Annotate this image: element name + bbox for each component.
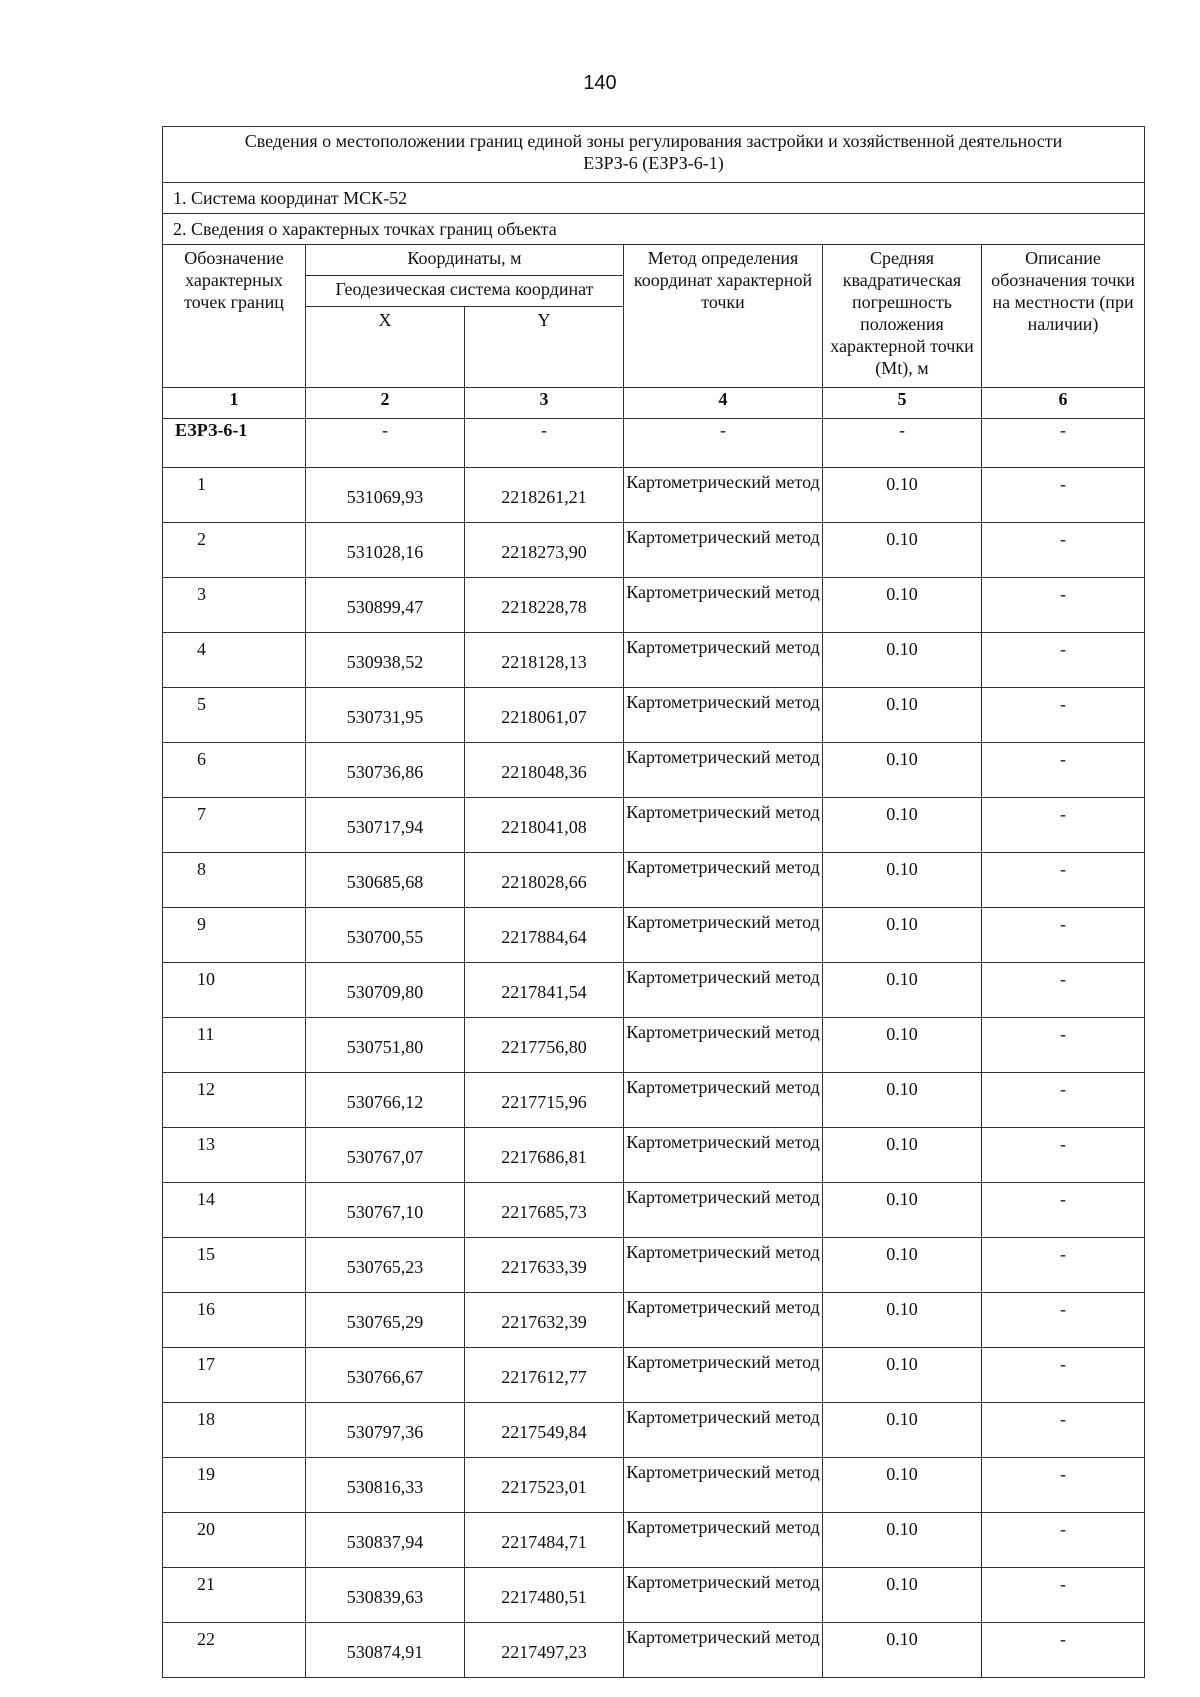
rms-error-cell: 0.10 — [823, 578, 982, 633]
x-coordinate: 530765,23 — [306, 1238, 465, 1293]
x-coordinate: 530797,36 — [306, 1403, 465, 1458]
point-number: 21 — [163, 1568, 306, 1623]
y-coordinate: 2217884,64 — [465, 908, 624, 963]
table-row — [163, 1238, 1145, 1293]
rms-error-cell: 0.10 — [823, 798, 982, 853]
rms-error-cell: 0.10 — [823, 633, 982, 688]
header-row-1 — [163, 245, 1145, 276]
table-row — [163, 1568, 1145, 1623]
method-cell: Картометрический метод — [624, 743, 823, 798]
header-point-designation: Обозначение характерных точек границ — [163, 245, 306, 388]
table-title-line2: ЕЗРЗ-6 (ЕЗРЗ-6-1) — [583, 153, 724, 173]
table-row — [163, 1403, 1145, 1458]
description-cell: - — [982, 1458, 1145, 1513]
table-row — [163, 1513, 1145, 1568]
description-cell: - — [982, 688, 1145, 743]
method-cell: Картометрический метод — [624, 798, 823, 853]
description-cell: - — [982, 633, 1145, 688]
y-coordinate: 2217841,54 — [465, 963, 624, 1018]
point-number: 22 — [163, 1623, 306, 1678]
section-heading-row — [163, 214, 1145, 245]
point-number: 9 — [163, 908, 306, 963]
y-coordinate: 2218261,21 — [465, 468, 624, 523]
description-cell: - — [982, 1403, 1145, 1458]
description-cell: - — [982, 1348, 1145, 1403]
rms-error-cell: 0.10 — [823, 468, 982, 523]
description-cell: - — [982, 523, 1145, 578]
point-number: 13 — [163, 1128, 306, 1183]
point-number: 14 — [163, 1183, 306, 1238]
rms-error-cell: 0.10 — [823, 908, 982, 963]
x-coordinate: 530736,86 — [306, 743, 465, 798]
description-cell: - — [982, 1238, 1145, 1293]
method-cell: Картометрический метод — [624, 1348, 823, 1403]
rms-error-cell: 0.10 — [823, 1073, 982, 1128]
x-coordinate: 530899,47 — [306, 578, 465, 633]
table-row — [163, 633, 1145, 688]
x-coordinate: 530717,94 — [306, 798, 465, 853]
method-cell: Картометрический метод — [624, 578, 823, 633]
table-row — [163, 1458, 1145, 1513]
point-number: 7 — [163, 798, 306, 853]
method-cell: Картометрический метод — [624, 1238, 823, 1293]
x-coordinate: 530938,52 — [306, 633, 465, 688]
method-cell: Картометрический метод — [624, 908, 823, 963]
x-coordinate: 530700,55 — [306, 908, 465, 963]
point-number: 1 — [163, 468, 306, 523]
y-coordinate: 2217686,81 — [465, 1128, 624, 1183]
method-cell: Картометрический метод — [624, 1073, 823, 1128]
x-coordinate: 531028,16 — [306, 523, 465, 578]
point-number: 10 — [163, 963, 306, 1018]
point-number: 2 — [163, 523, 306, 578]
method-cell: Картометрический метод — [624, 1293, 823, 1348]
table-title — [163, 127, 1145, 183]
method-cell: Картометрический метод — [624, 523, 823, 578]
description-cell: - — [982, 853, 1145, 908]
group-cell: - — [306, 419, 465, 468]
point-number: 18 — [163, 1403, 306, 1458]
y-coordinate: 2217484,71 — [465, 1513, 624, 1568]
method-cell: Картометрический метод — [624, 1403, 823, 1458]
description-cell: - — [982, 1018, 1145, 1073]
table-row — [163, 468, 1145, 523]
description-cell: - — [982, 1623, 1145, 1678]
group-row — [163, 419, 1145, 468]
description-cell: - — [982, 1073, 1145, 1128]
rms-error-cell: 0.10 — [823, 1513, 982, 1568]
x-coordinate: 530874,91 — [306, 1623, 465, 1678]
point-number: 15 — [163, 1238, 306, 1293]
description-cell: - — [982, 1128, 1145, 1183]
point-number: 19 — [163, 1458, 306, 1513]
description-cell: - — [982, 1568, 1145, 1623]
group-cell: - — [624, 419, 823, 468]
table-row — [163, 578, 1145, 633]
table-row — [163, 1183, 1145, 1238]
y-coordinate: 2218128,13 — [465, 633, 624, 688]
coordinate-system: 1. Система координат МСК-52 — [163, 183, 1145, 214]
table-row — [163, 1018, 1145, 1073]
column-number: 6 — [982, 388, 1145, 419]
method-cell: Картометрический метод — [624, 853, 823, 908]
y-coordinate: 2218041,08 — [465, 798, 624, 853]
rms-error-cell: 0.10 — [823, 1128, 982, 1183]
table-row — [163, 1128, 1145, 1183]
method-cell: Картометрический метод — [624, 1513, 823, 1568]
description-cell: - — [982, 743, 1145, 798]
rms-error-cell: 0.10 — [823, 1348, 982, 1403]
rms-error-cell: 0.10 — [823, 688, 982, 743]
description-cell: - — [982, 798, 1145, 853]
x-coordinate: 530766,12 — [306, 1073, 465, 1128]
x-coordinate: 530709,80 — [306, 963, 465, 1018]
rms-error-cell: 0.10 — [823, 1018, 982, 1073]
group-name: ЕЗРЗ-6-1 — [163, 419, 306, 468]
y-coordinate: 2217523,01 — [465, 1458, 624, 1513]
y-coordinate: 2217756,80 — [465, 1018, 624, 1073]
x-coordinate: 530765,29 — [306, 1293, 465, 1348]
group-cell: - — [823, 419, 982, 468]
point-number: 4 — [163, 633, 306, 688]
method-cell: Картометрический метод — [624, 1128, 823, 1183]
point-number: 3 — [163, 578, 306, 633]
method-cell: Картометрический метод — [624, 468, 823, 523]
y-coordinate: 2218028,66 — [465, 853, 624, 908]
x-coordinate: 531069,93 — [306, 468, 465, 523]
table-row — [163, 853, 1145, 908]
y-coordinate: 2217612,77 — [465, 1348, 624, 1403]
table-row — [163, 1623, 1145, 1678]
point-number: 8 — [163, 853, 306, 908]
title-row — [163, 127, 1145, 183]
x-coordinate: 530766,67 — [306, 1348, 465, 1403]
x-coordinate: 530685,68 — [306, 853, 465, 908]
point-number: 20 — [163, 1513, 306, 1568]
table-row — [163, 688, 1145, 743]
rms-error-cell: 0.10 — [823, 853, 982, 908]
x-coordinate: 530751,80 — [306, 1018, 465, 1073]
method-cell: Картометрический метод — [624, 1183, 823, 1238]
y-coordinate: 2217632,39 — [465, 1293, 624, 1348]
point-number: 12 — [163, 1073, 306, 1128]
header-coordinates: Координаты, м — [306, 245, 624, 276]
table-row — [163, 963, 1145, 1018]
table-row — [163, 743, 1145, 798]
point-number: 17 — [163, 1348, 306, 1403]
header-geodetic-system: Геодезическая система координат — [306, 276, 624, 307]
column-number: 4 — [624, 388, 823, 419]
point-number: 11 — [163, 1018, 306, 1073]
table-row — [163, 798, 1145, 853]
table-row — [163, 1293, 1145, 1348]
y-coordinate: 2218048,36 — [465, 743, 624, 798]
coordinate-system-row — [163, 183, 1145, 214]
rms-error-cell: 0.10 — [823, 1568, 982, 1623]
header-rms-error: Средняя квадратическая погрешность положения характерной точки (Mt), м — [823, 245, 982, 388]
method-cell: Картометрический метод — [624, 633, 823, 688]
rms-error-cell: 0.10 — [823, 1458, 982, 1513]
rms-error-cell: 0.10 — [823, 1403, 982, 1458]
table-title-line1: Сведения о местоположении границ единой зоны регулирования застройки и хозяйственной деятельности — [244, 131, 1063, 151]
description-cell: - — [982, 1183, 1145, 1238]
column-number: 5 — [823, 388, 982, 419]
y-coordinate: 2218273,90 — [465, 523, 624, 578]
y-coordinate: 2218228,78 — [465, 578, 624, 633]
method-cell: Картометрический метод — [624, 1458, 823, 1513]
method-cell: Картометрический метод — [624, 1623, 823, 1678]
method-cell: Картометрический метод — [624, 963, 823, 1018]
column-number: 1 — [163, 388, 306, 419]
group-cell: - — [982, 419, 1145, 468]
header-x: X — [306, 307, 465, 388]
y-coordinate: 2217480,51 — [465, 1568, 624, 1623]
column-number: 2 — [306, 388, 465, 419]
rms-error-cell: 0.10 — [823, 1183, 982, 1238]
rms-error-cell: 0.10 — [823, 743, 982, 798]
x-coordinate: 530731,95 — [306, 688, 465, 743]
description-cell: - — [982, 468, 1145, 523]
rms-error-cell: 0.10 — [823, 1623, 982, 1678]
column-numbers-row — [163, 388, 1145, 419]
method-cell: Картометрический метод — [624, 688, 823, 743]
description-cell: - — [982, 1513, 1145, 1568]
description-cell: - — [982, 578, 1145, 633]
description-cell: - — [982, 1293, 1145, 1348]
y-coordinate: 2217685,73 — [465, 1183, 624, 1238]
y-coordinate: 2217633,39 — [465, 1238, 624, 1293]
y-coordinate: 2217497,23 — [465, 1623, 624, 1678]
header-description: Описание обозначения точки на местности (при наличии) — [982, 245, 1145, 388]
point-number: 5 — [163, 688, 306, 743]
x-coordinate: 530837,94 — [306, 1513, 465, 1568]
y-coordinate: 2218061,07 — [465, 688, 624, 743]
table-row — [163, 1073, 1145, 1128]
point-number: 16 — [163, 1293, 306, 1348]
y-coordinate: 2217549,84 — [465, 1403, 624, 1458]
rms-error-cell: 0.10 — [823, 1293, 982, 1348]
table-row — [163, 908, 1145, 963]
coordinates-table — [162, 126, 1145, 1678]
rms-error-cell: 0.10 — [823, 523, 982, 578]
y-coordinate: 2217715,96 — [465, 1073, 624, 1128]
method-cell: Картометрический метод — [624, 1568, 823, 1623]
header-method: Метод определения координат характерной точки — [624, 245, 823, 388]
x-coordinate: 530767,07 — [306, 1128, 465, 1183]
section-heading: 2. Сведения о характерных точках границ объекта — [163, 214, 1145, 245]
rms-error-cell: 0.10 — [823, 963, 982, 1018]
method-cell: Картометрический метод — [624, 1018, 823, 1073]
x-coordinate: 530839,63 — [306, 1568, 465, 1623]
column-number: 3 — [465, 388, 624, 419]
x-coordinate: 530816,33 — [306, 1458, 465, 1513]
point-number: 6 — [163, 743, 306, 798]
header-y: Y — [465, 307, 624, 388]
table-row — [163, 523, 1145, 578]
table-row — [163, 1348, 1145, 1403]
x-coordinate: 530767,10 — [306, 1183, 465, 1238]
description-cell: - — [982, 963, 1145, 1018]
description-cell: - — [982, 908, 1145, 963]
group-cell: - — [465, 419, 624, 468]
rms-error-cell: 0.10 — [823, 1238, 982, 1293]
page-number: 140 — [583, 72, 617, 94]
